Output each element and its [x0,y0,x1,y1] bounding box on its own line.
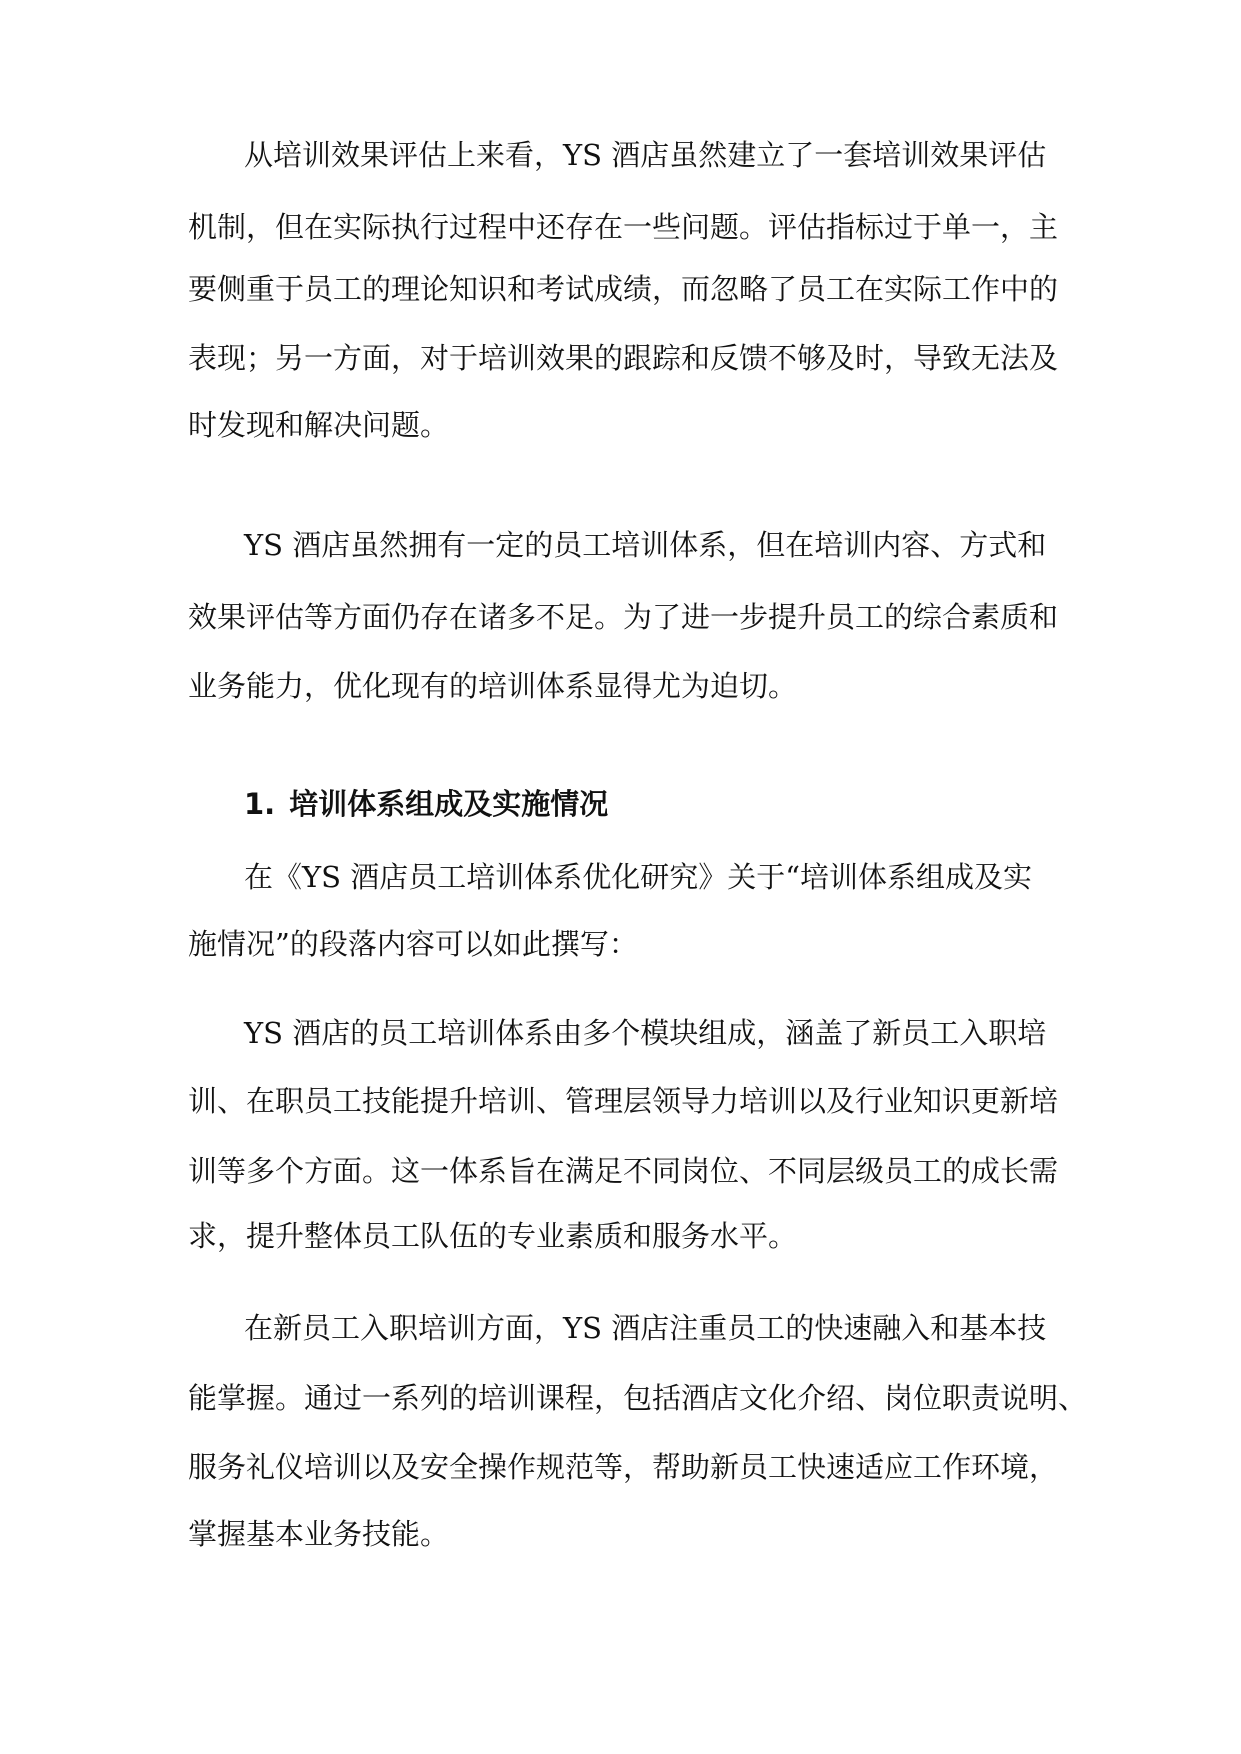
paragraph-2-line-1: YS 酒店虽然拥有一定的员工培训体系，但在培训内容、方式和 [244,528,1047,562]
section-heading-text: 培训体系组成及实施情况 [289,787,609,821]
section-paragraph-3-line-2: 能掌握。通过一系列的培训课程，包括酒店文化介绍、岗位职责说明、 [188,1381,1088,1415]
section-paragraph-3-line-4: 掌握基本业务技能。 [188,1517,450,1551]
paragraph-1-line-3: 要侧重于员工的理论知识和考试成绩，而忽略了员工在实际工作中的 [188,272,1059,306]
paragraph-1-line-2: 机制，但在实际执行过程中还存在一些问题。评估指标过于单一，主 [188,210,1059,244]
section-paragraph-3-line-3: 服务礼仪培训以及安全操作规范等，帮助新员工快速适应工作环境， [188,1450,1059,1484]
section-paragraph-3-line-1: 在新员工入职培训方面，YS 酒店注重员工的快速融入和基本技 [244,1311,1047,1345]
paragraph-1-line-4: 表现；另一方面，对于培训效果的跟踪和反馈不够及时，导致无法及 [188,341,1059,375]
section-paragraph-1-line-1: 在《YS 酒店员工培训体系优化研究》关于“培训体系组成及实 [244,860,1033,894]
section-heading [244,782,608,826]
paragraph-1-line-1: 从培训效果评估上来看，YS 酒店虽然建立了一套培训效果评估 [244,138,1047,172]
paragraph-2-line-3: 业务能力，优化现有的培训体系显得尤为迫切。 [188,669,798,703]
paragraph-2-line-2: 效果评估等方面仍存在诸多不足。为了进一步提升员工的综合素质和 [188,600,1059,634]
section-paragraph-2-line-4: 求，提升整体员工队伍的专业素质和服务水平。 [188,1219,798,1253]
paragraph-1-line-5: 时发现和解决问题。 [188,408,450,442]
section-paragraph-2-line-3: 训等多个方面。这一体系旨在满足不同岗位、不同层级员工的成长需 [188,1154,1059,1188]
section-paragraph-2-line-2: 训、在职员工技能提升培训、管理层领导力培训以及行业知识更新培 [188,1084,1059,1118]
section-paragraph-2-line-1: YS 酒店的员工培训体系由多个模块组成，涵盖了新员工入职培 [244,1016,1047,1050]
section-paragraph-1-line-2: 施情况”的段落内容可以如此撰写： [188,927,638,961]
section-heading-number: 1. [244,787,276,821]
